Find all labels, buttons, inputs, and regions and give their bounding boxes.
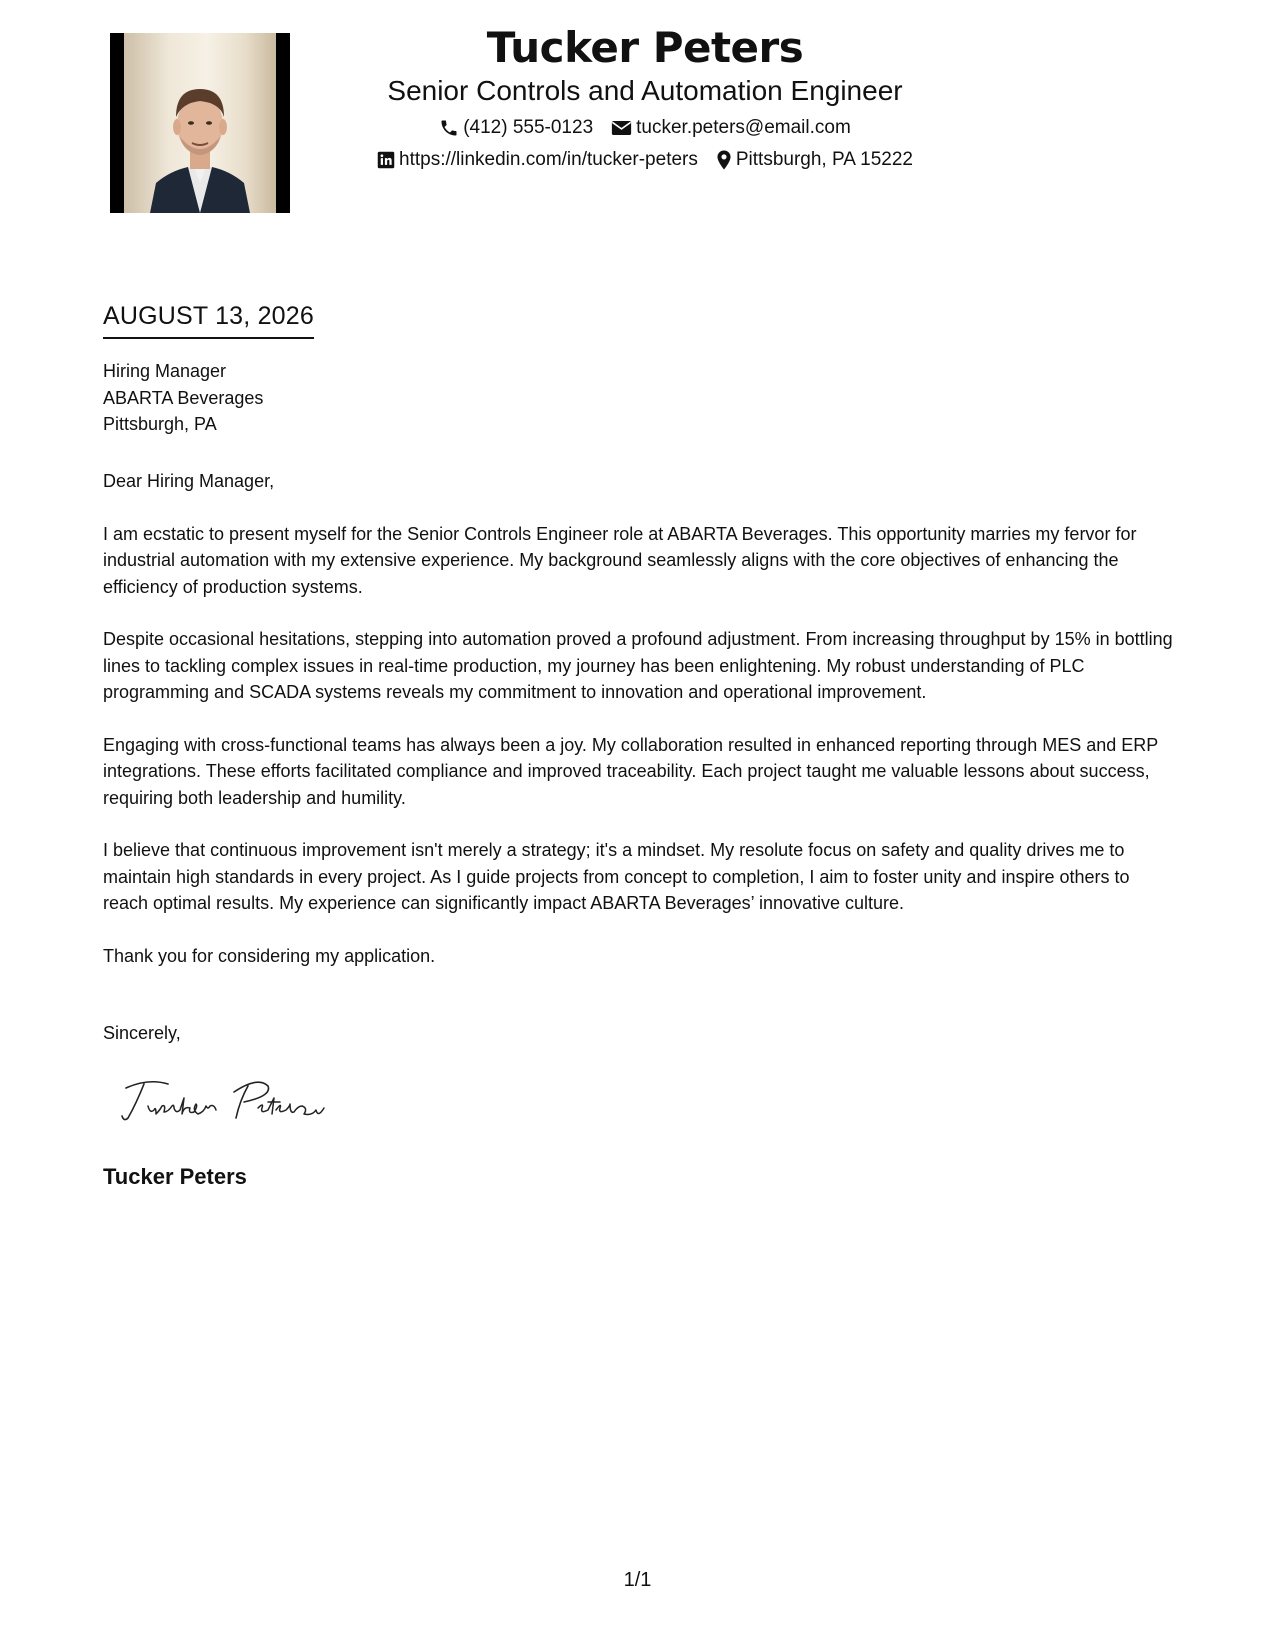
body-paragraph: Engaging with cross-functional teams has always been a joy. My collaboration resulted in enhanced reporting through MES and ERP integrations. These efforts facilitated compliance and improved traceability. Each project taught me valuable lessons about success, requiring both leadership and humility. — [103, 734, 1158, 808]
linkedin-icon — [377, 151, 395, 169]
page-number: 1/1 — [623, 1569, 652, 1591]
applicant-title: Senior Controls and Automation Engineer — [387, 75, 903, 106]
email-text[interactable]: tucker.peters@email.com — [636, 117, 851, 138]
recipient-line: Hiring Manager — [103, 361, 227, 381]
letter-date: AUGUST 13, 2026 — [103, 301, 314, 339]
body-paragraph: I am ecstatic to present myself for the Senior Controls Engineer role at ABARTA Beverages. This opportunity marries my fervor for industrial automation with my extensive experience. My background seamlessly aligns with the core objectives of enhancing the efficiency of production systems. — [103, 523, 1137, 597]
phone-icon — [439, 118, 459, 138]
greeting: Dear Hiring Manager, — [103, 471, 275, 491]
location-text: Pittsburgh, PA 15222 — [735, 149, 913, 170]
envelope-icon — [611, 119, 632, 137]
phone-text: (412) 555-0123 — [463, 117, 594, 138]
applicant-name: Tucker Peters — [486, 23, 804, 72]
recipient-line: Pittsburgh, PA — [103, 414, 217, 434]
phone-contact — [439, 116, 593, 140]
recipient-line: ABARTA Beverages — [103, 387, 264, 408]
location-contact — [716, 148, 913, 172]
linkedin-text[interactable]: https://linkedin.com/in/tucker-peters — [399, 149, 698, 170]
linkedin-contact[interactable] — [377, 148, 698, 172]
profile-photo — [110, 33, 290, 213]
map-pin-icon — [716, 150, 732, 170]
body-paragraph: I believe that continuous improvement isn't merely a strategy; it's a mindset. My resolute focus on safety and quality drives me to maintain high standards in every project. As I guide projects from concept to completion, I aim to foster unity and inspire others to reach optimal results. My experience can significantly impact ABARTA Beverages’ innovative culture. — [103, 840, 1130, 913]
body-paragraph: Thank you for considering my application. — [103, 945, 436, 966]
signer-name: Tucker Peters — [103, 1164, 247, 1189]
contact-row-primary — [330, 116, 960, 140]
letter-body — [103, 468, 1178, 995]
closing: Sincerely, — [103, 1023, 181, 1043]
recipient-block — [103, 358, 263, 438]
email-contact[interactable] — [611, 116, 851, 140]
letter-header — [330, 22, 960, 172]
handwritten-signature — [118, 1070, 348, 1130]
body-paragraph: Despite occasional hesitations, stepping into automation proved a profound adjustment. From increasing throughput by 15% in bottling lines to tackling complex issues in real-time production, my journey has been enlightening. My robust understanding of PLC programming and SCADA systems reveals my commitment to innovation and operational improvement. — [103, 629, 1173, 702]
contact-row-secondary — [330, 148, 960, 172]
